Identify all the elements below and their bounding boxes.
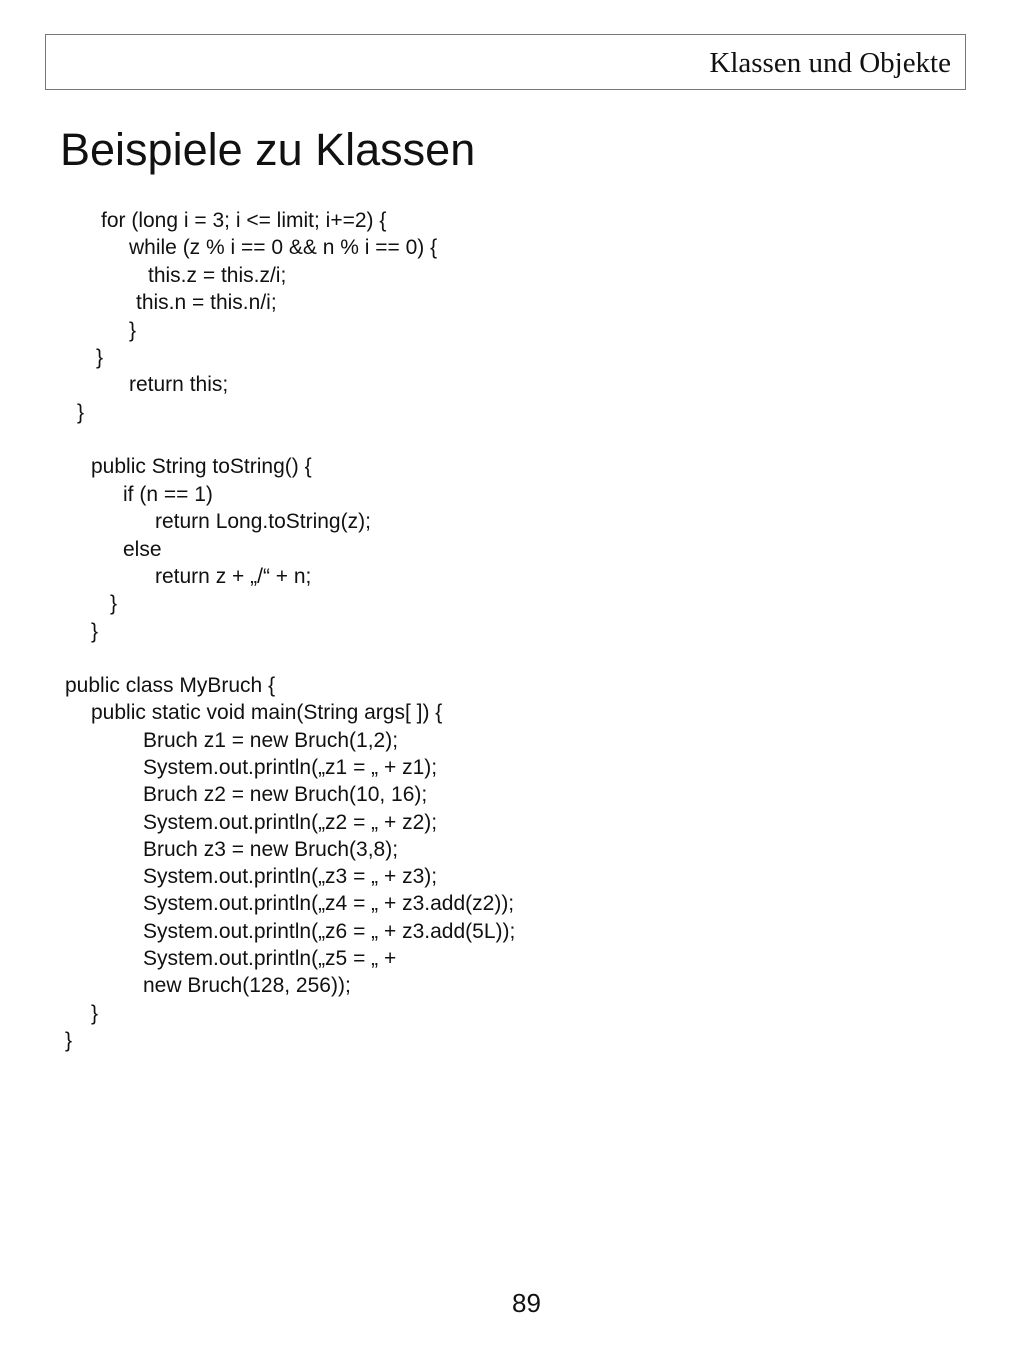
code-line: } (110, 592, 118, 615)
code-line: Bruch z3 = new Bruch(3,8); (143, 838, 399, 861)
code-line: System.out.println(„z2 = „ + z2); (143, 811, 438, 834)
code-line: this.z = this.z/i; (148, 264, 287, 287)
code-line: System.out.println(„z6 = „ + z3.add(5L)); (143, 920, 516, 943)
code-line: return Long.toString(z); (155, 510, 371, 533)
code-line: public class MyBruch { (65, 674, 276, 697)
code-line: } (96, 346, 104, 369)
code-line: this.n = this.n/i; (136, 291, 277, 314)
page-number: 89 (512, 1288, 541, 1318)
code-line: return this; (129, 373, 229, 396)
code-line: System.out.println(„z3 = „ + z3); (143, 865, 438, 888)
code-line: if (n == 1) (123, 483, 213, 506)
code-line: } (129, 319, 137, 342)
code-line: public static void main(String args[ ]) { (91, 701, 443, 724)
code-line: System.out.println(„z1 = „ + z1); (143, 756, 438, 779)
code-line: System.out.println(„z4 = „ + z3.add(z2)); (143, 892, 515, 915)
code-line: System.out.println(„z5 = „ + (143, 947, 397, 970)
code-line: for (long i = 3; i <= limit; i+=2) { (101, 209, 387, 232)
code-line: while (z % i == 0 && n % i == 0) { (129, 236, 438, 259)
code-line: Bruch z2 = new Bruch(10, 16); (143, 783, 428, 806)
code-line: return z + „/“ + n; (155, 565, 312, 588)
page-title: Beispiele zu Klassen (60, 124, 476, 175)
code-line: public String toString() { (91, 455, 312, 478)
code-line: } (91, 1002, 99, 1025)
header-title: Klassen und Objekte (709, 47, 951, 79)
code-line: new Bruch(128, 256)); (143, 974, 351, 997)
code-line: } (65, 1029, 73, 1052)
code-line: } (91, 620, 99, 643)
code-line: Bruch z1 = new Bruch(1,2); (143, 729, 399, 752)
header-box (45, 34, 966, 90)
code-line: else (123, 538, 162, 561)
code-line: } (77, 401, 85, 424)
